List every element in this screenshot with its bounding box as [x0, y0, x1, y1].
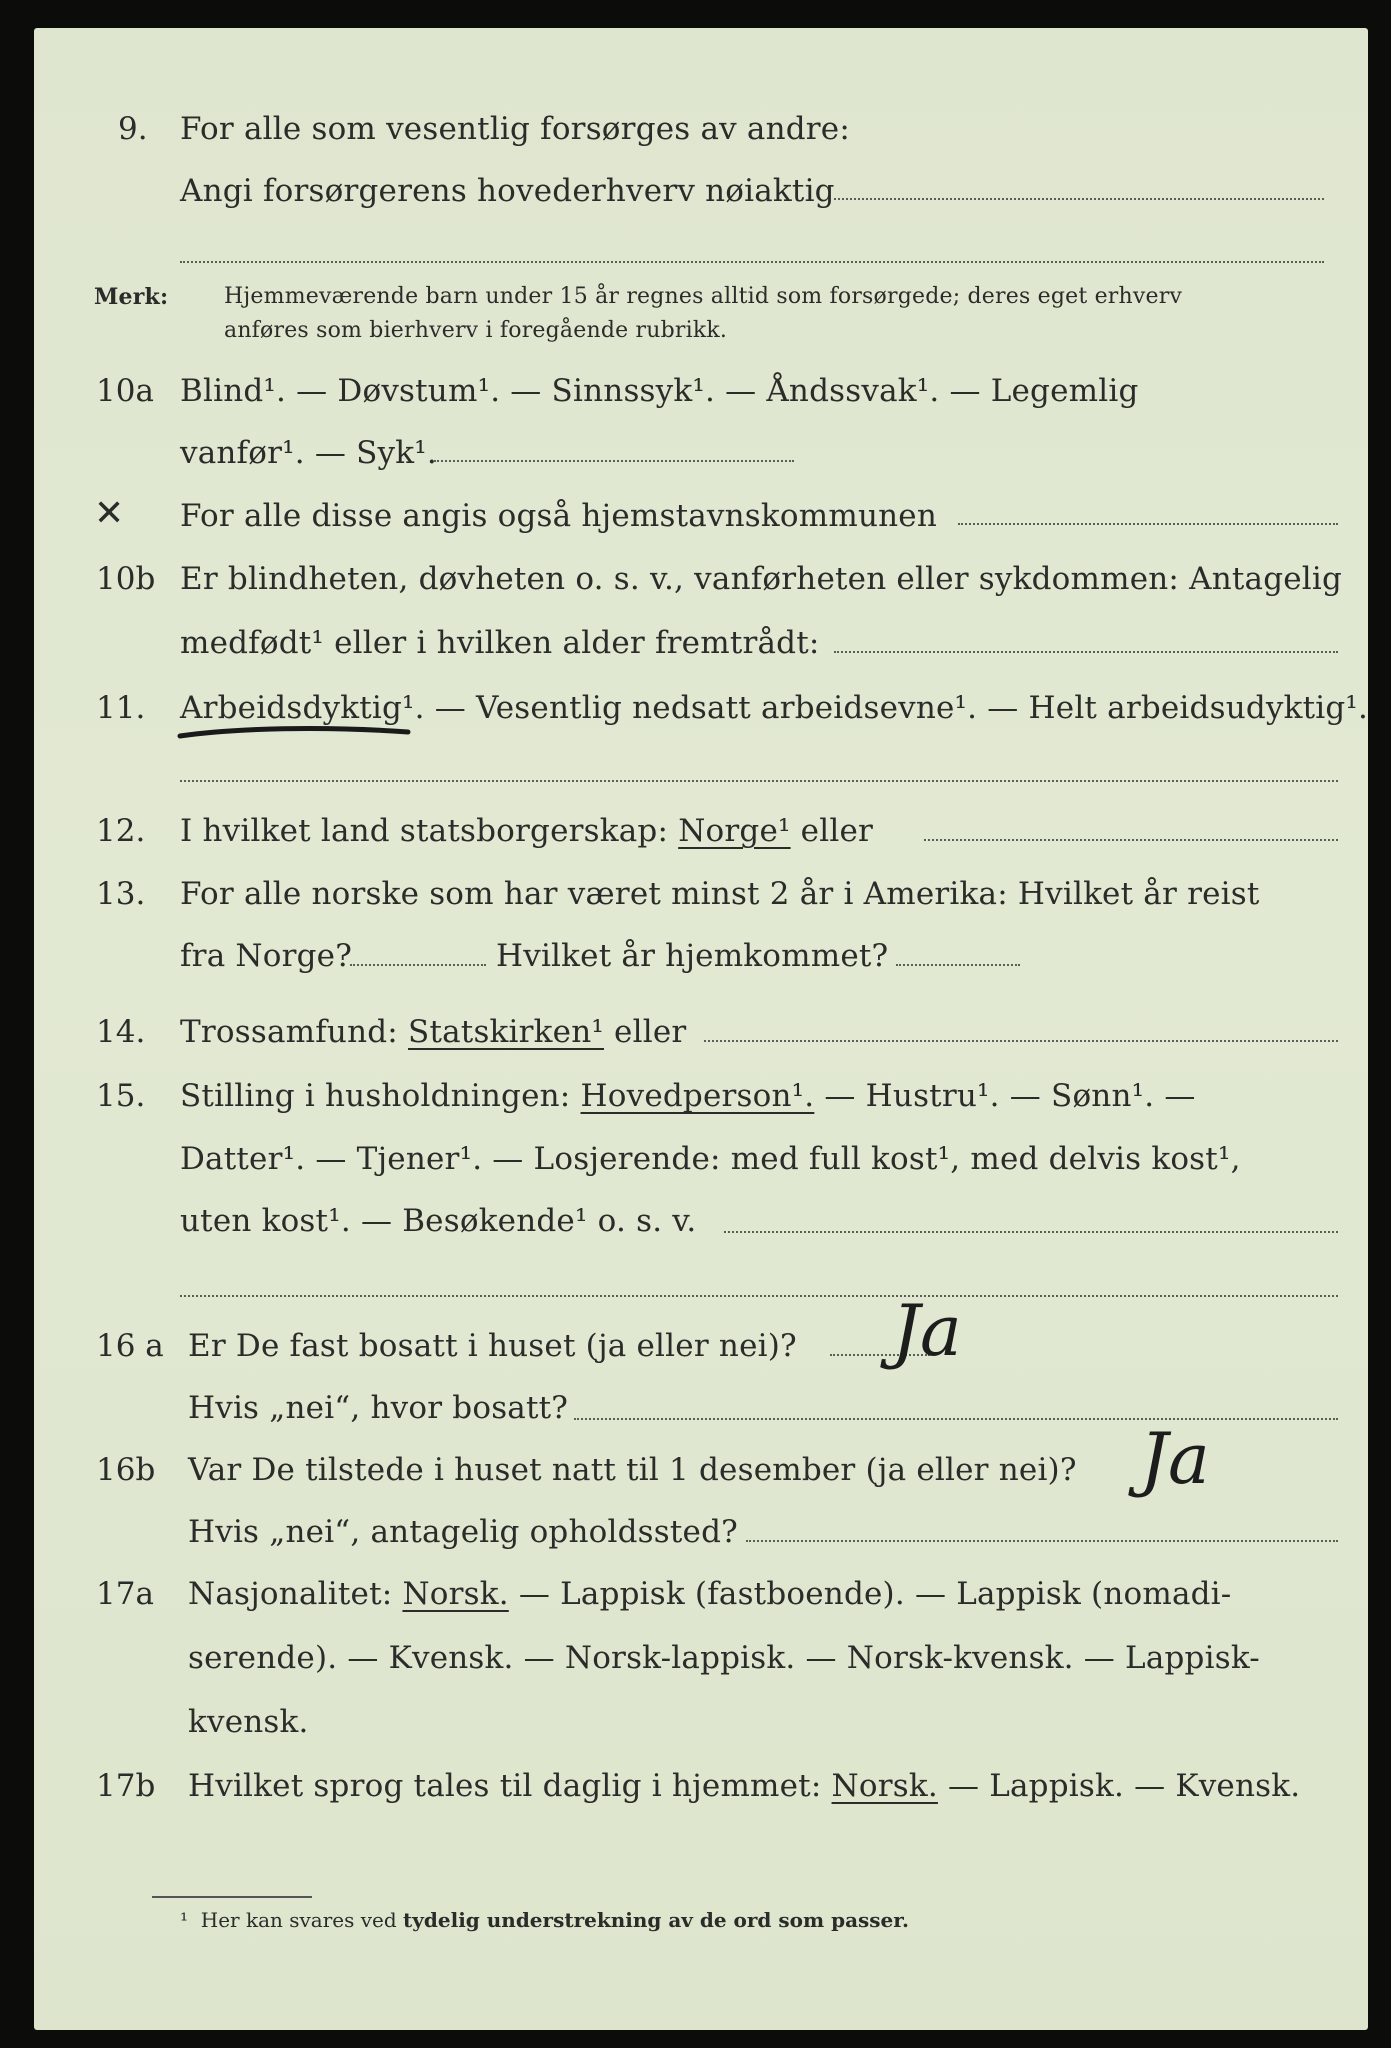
q12-selected-option: Norge¹ [678, 813, 791, 849]
q10a-options-2: vanfør¹. — Syk¹. [180, 435, 437, 471]
footnote-rule [152, 1896, 312, 1898]
q16a-where-line [574, 1418, 1338, 1420]
q17a-text: Nasjonalitet: Norsk. — Lappisk (fastboende). — Lappisk (nomadi- [188, 1576, 1232, 1612]
q13-text: For alle norske som har været minst 2 år i Amerika: Hvilket år reist [180, 876, 1260, 912]
q16b-where-label: Hvis „nei“, antagelig opholdssted? [188, 1514, 738, 1550]
note-text-1: Hjemmeværende barn under 15 år regnes alltid som forsørgede; deres eget erhverv [224, 284, 1183, 309]
q13-left-year-line [350, 964, 486, 966]
q10a-home-municipality-label: For alle disse angis også hjemstavnskommunen [180, 498, 937, 534]
q13-returned-year-line [896, 964, 1020, 966]
q11-options [180, 690, 1368, 726]
q16a-where-label: Hvis „nei“, hvor bosatt? [188, 1390, 569, 1426]
question-number-16b: 16b [96, 1452, 156, 1488]
question-number-10b: 10b [96, 561, 156, 597]
footnote: ¹ Her kan svares ved tydelig understrekning av de ord som passer. [180, 1908, 909, 1932]
q16a-handwritten-answer: Ja [892, 1290, 962, 1372]
q13-left-norway-label: fra Norge? [180, 938, 353, 974]
q11-answer-line [180, 780, 1338, 782]
note-text-2: anføres som bierhverv i foregående rubrikk. [224, 318, 728, 343]
q17a-selected-option: Norsk. [402, 1576, 509, 1612]
q16a-text: Er De fast bosatt i huset (ja eller nei)? [188, 1328, 797, 1364]
q12-text: I hvilket land statsborgerskap: Norge¹ eller [180, 813, 874, 849]
q9-text: For alle som vesentlig forsørges av andre: [180, 111, 850, 147]
question-number-15: 15. [96, 1078, 146, 1114]
q15-answer-line [724, 1231, 1338, 1233]
q14-text: Trossamfund: Statskirken¹ eller [180, 1014, 687, 1050]
q10a-answer-line [434, 460, 794, 462]
census-form-page [34, 28, 1368, 2030]
q10b-age-label: medfødt¹ eller i hvilken alder fremtrådt: [180, 625, 820, 661]
q11-selected-option: Arbeidsdyktig¹. [180, 690, 425, 726]
q11-other-options: — Vesentlig nedsatt arbeidsevne¹. — Helt arbeidsudyktig¹. [424, 690, 1368, 726]
q16b-handwritten-answer: Ja [1140, 1418, 1210, 1500]
question-number-9: 9. [118, 111, 148, 147]
question-number-14: 14. [96, 1014, 146, 1050]
q9-supporter-occupation-label: Angi forsørgerens hovederhverv nøiaktig [180, 173, 835, 209]
q10a-options: Blind¹. — Døvstum¹. — Sinnssyk¹. — Åndssvak¹. — Legemlig [180, 373, 1139, 409]
question-number-17a: 17a [96, 1576, 154, 1612]
q10a-home-municipality-line [958, 523, 1338, 525]
note-label: Merk: [94, 284, 169, 310]
q17b-text: Hvilket sprog tales til daglig i hjemmet: Norsk. — Lappisk. — Kvensk. [188, 1768, 1301, 1804]
q16b-text: Var De tilstede i huset natt til 1 desember (ja eller nei)? [188, 1452, 1077, 1488]
question-number-12: 12. [96, 813, 146, 849]
handwritten-cross-mark: ✕ [94, 493, 125, 534]
q15-answer-line-2 [180, 1295, 1338, 1297]
question-number-16a: 16 a [96, 1328, 164, 1364]
q14-answer-line [704, 1040, 1338, 1042]
q10b-answer-line [834, 651, 1338, 653]
question-number-17b: 17b [96, 1768, 156, 1804]
q14-selected-option: Statskirken¹ [408, 1014, 604, 1050]
q9-answer-line [834, 198, 1324, 200]
question-number-10a: 10a [96, 373, 154, 409]
q10b-text: Er blindheten, døvheten o. s. v., vanførheten eller sykdommen: Antagelig [180, 561, 1343, 597]
q15-text: Stilling i husholdningen: Hovedperson¹. — Hustru¹. — Sønn¹. — [180, 1078, 1196, 1114]
handwritten-underline-arbeidsdyktig [174, 722, 414, 746]
question-number-13: 13. [96, 876, 146, 912]
question-number-11: 11. [96, 690, 146, 726]
q15-options-3: uten kost¹. — Besøkende¹ o. s. v. [180, 1203, 697, 1239]
q15-options-2: Datter¹. — Tjener¹. — Losjerende: med full kost¹, med delvis kost¹, [180, 1141, 1241, 1177]
q17a-options-3: kvensk. [188, 1704, 309, 1740]
q13-returned-label: Hvilket år hjemkommet? [496, 938, 889, 974]
q15-selected-option: Hovedperson¹. [580, 1078, 815, 1114]
q12-answer-line [924, 839, 1338, 841]
q17b-selected-option: Norsk. [831, 1768, 938, 1804]
q9-answer-line-2 [180, 261, 1324, 263]
q16b-where-line [746, 1540, 1338, 1542]
q17a-options-2: serende). — Kvensk. — Norsk-lappisk. — Norsk-kvensk. — Lappisk- [188, 1640, 1260, 1676]
